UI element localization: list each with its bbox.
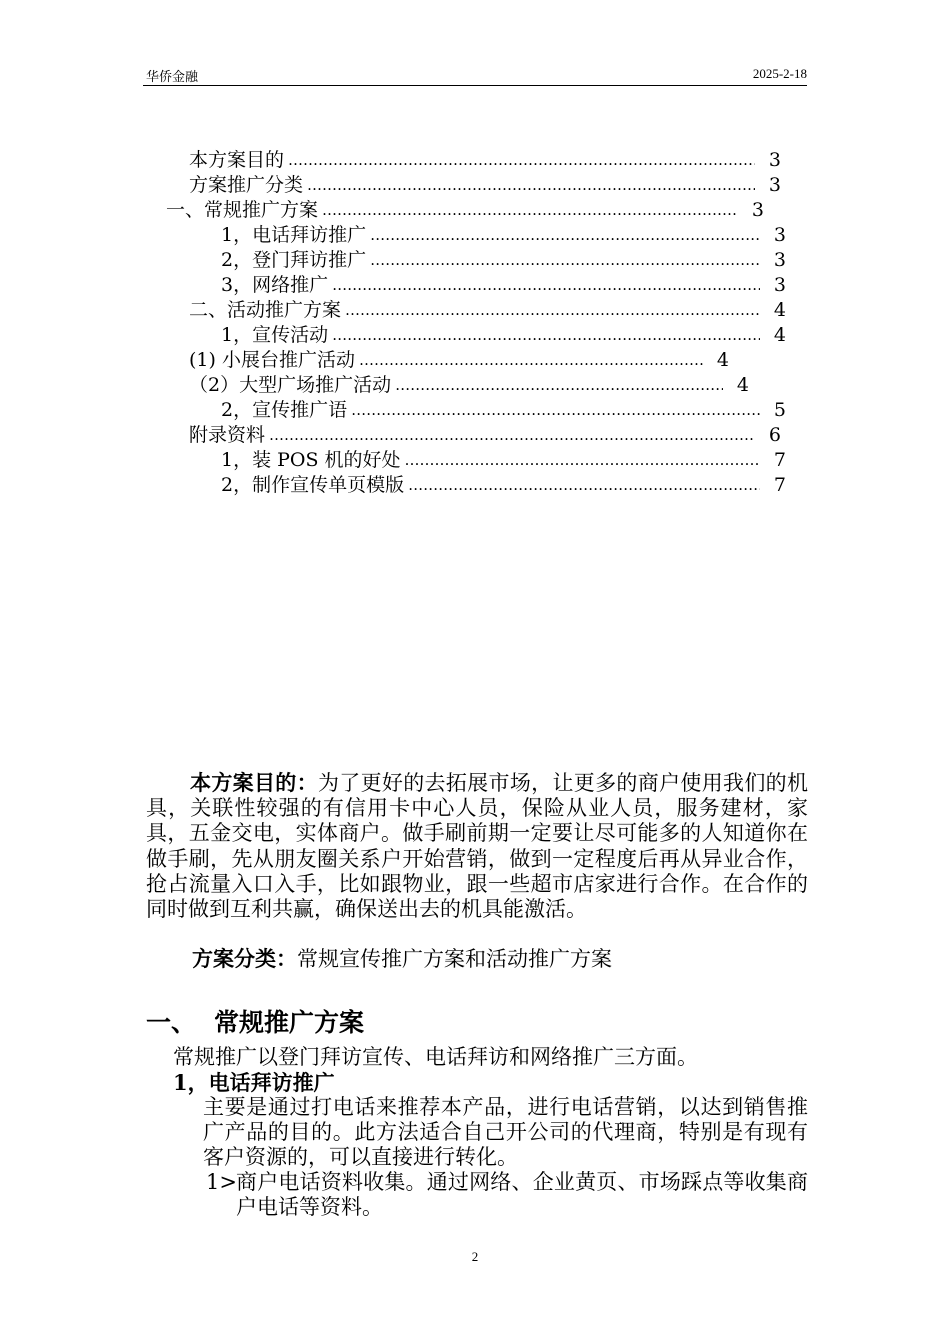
toc-entry[interactable]: [189, 373, 749, 398]
subsection-title: 1，电话拜访推广: [173, 1070, 335, 1095]
toc-leader: [265, 423, 755, 448]
toc-label: (1) 小展台推广活动: [189, 349, 355, 371]
toc-entry[interactable]: [166, 198, 764, 223]
toc-entry[interactable]: [189, 173, 781, 198]
toc-label: 本方案目的: [189, 149, 285, 171]
section-heading: [146, 1008, 364, 1038]
toc-entry[interactable]: [221, 273, 786, 298]
toc-entry[interactable]: [221, 223, 786, 248]
toc-entry[interactable]: [189, 423, 781, 448]
toc-entry[interactable]: [221, 473, 786, 498]
toc-leader: [284, 148, 755, 173]
toc-leader: [347, 398, 760, 423]
toc-page: 7: [773, 449, 786, 471]
toc-entry[interactable]: [221, 248, 786, 273]
toc-leader: [366, 248, 760, 273]
toc-label: 二、活动推广方案: [189, 299, 342, 321]
toc-leader: [328, 273, 760, 298]
toc-label: 2，制作宣传单页模版: [221, 474, 405, 496]
purpose-text: 为了更好的去拓展市场，让更多的商户使用我们的机具，关联性较强的有信用卡中心人员，保险从业人员，服务建材，家具，五金交电，实体商户。做手刷前期一定要让尽可能多的人知道你在做手刷，先从朋友圈关系户开始营销，做到一定程度后再从异业合作，抢占流量入口入手，比如跟物业，跟一些超市店家进行合作。在合作的同时做到互利共赢，确保送出去的机具能激活。: [146, 771, 809, 922]
list-item: [206, 1170, 808, 1220]
toc-leader: [341, 298, 760, 323]
toc-leader: [391, 373, 723, 398]
toc-page: 3: [773, 224, 786, 246]
toc-leader: [328, 323, 760, 348]
header-date: 2025-2-18: [752, 66, 807, 81]
toc-leader: [355, 348, 703, 373]
purpose-label: 本方案目的：: [190, 770, 318, 795]
toc-leader: [318, 198, 738, 223]
purpose-paragraph: [146, 770, 808, 922]
toc-label: 一、常规推广方案: [166, 199, 319, 221]
toc-entry[interactable]: [189, 298, 786, 323]
toc-label: （2）大型广场推广活动: [189, 374, 392, 396]
toc-page: 3: [751, 199, 764, 221]
category-text: 常规宣传推广方案和活动推广方案: [297, 947, 612, 971]
toc-page: 5: [773, 399, 786, 421]
section-intro: 常规推广以登门拜访宣传、电话拜访和网络推广三方面。: [173, 1045, 698, 1069]
list-item-text: 商户电话资料收集。通过网络、企业黄页、市场踩点等收集商户电话等资料。: [236, 1170, 808, 1220]
toc-entry[interactable]: [221, 323, 786, 348]
toc-label: 1，装 POS 机的好处: [221, 449, 401, 471]
toc-label: 1，电话拜访推广: [221, 224, 367, 246]
toc-label: 1，宣传活动: [221, 324, 329, 346]
header-rule: [143, 85, 807, 86]
category-paragraph: [146, 946, 808, 972]
toc-entry[interactable]: [189, 148, 781, 173]
section-title: 常规推广方案: [214, 1008, 365, 1037]
toc-label: 方案推广分类: [189, 174, 304, 196]
toc-page: 3: [773, 274, 786, 296]
toc-page: 7: [773, 474, 786, 496]
toc-leader: [366, 223, 760, 248]
page-number: 2: [471, 1249, 479, 1264]
toc-label: 3，网络推广: [221, 274, 329, 296]
toc-entry[interactable]: [221, 448, 786, 473]
category-label: 方案分类：: [192, 946, 297, 971]
toc-entry[interactable]: [221, 398, 786, 423]
header-company: 华侨金融: [146, 69, 199, 84]
toc-page: 4: [773, 299, 786, 321]
toc-page: 4: [736, 374, 749, 396]
toc-label: 2，宣传推广语: [221, 399, 348, 421]
toc-leader: [401, 448, 760, 473]
toc-label: 2，登门拜访推广: [221, 249, 367, 271]
toc-leader: [404, 473, 760, 498]
toc-page: 6: [768, 424, 781, 446]
toc-leader: [303, 173, 755, 198]
section-number: 一、: [146, 1008, 197, 1037]
toc-page: 3: [773, 249, 786, 271]
subsection-paragraph: 主要是通过打电话来推荐本产品，进行电话营销，以达到销售推广产品的目的。此方法适合自己开公司的代理商，特别是有现有客户资源的，可以直接进行转化。: [203, 1095, 808, 1170]
toc-entry[interactable]: [189, 348, 729, 373]
list-marker: 1>: [206, 1170, 237, 1194]
toc-page: 4: [773, 324, 786, 346]
toc-page: 3: [768, 174, 781, 196]
toc-page: 3: [768, 149, 781, 171]
toc-page: 4: [716, 349, 729, 371]
toc-label: 附录资料: [189, 424, 266, 446]
